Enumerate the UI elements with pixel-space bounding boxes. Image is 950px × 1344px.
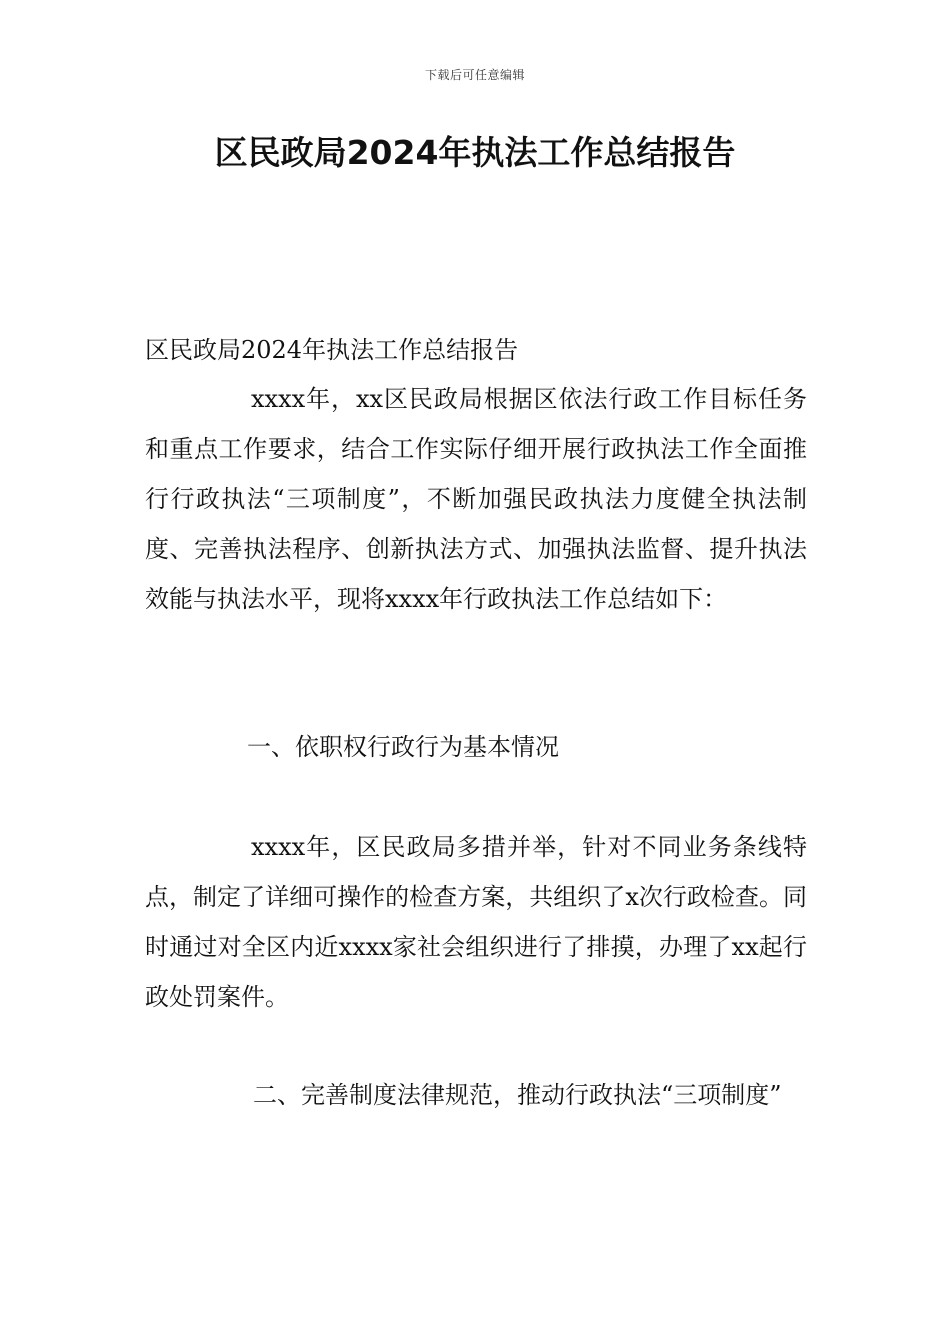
- document-title: 区民政局2024年执法工作总结报告: [214, 133, 736, 172]
- header-note: 下载后可任意编辑: [424, 68, 525, 82]
- section-1-heading: 一、依职权行政行为基本情况: [247, 733, 559, 761]
- intro-paragraph: xxxx年，xx区民政局根据区依法行政工作目标任务和重点工作要求，结合工作实际仔细开展行政执法工作全面推行行政执法“三项制度”，不断加强民政执法力度健全执法制度、完善执法程序、创新执法方式、加强执法监督、提升执法效能与执法水平，现将xxxx年行政执法工作总结如下：: [145, 385, 807, 613]
- section-2-heading: 二、完善制度法律规范，推动行政执法“三项制度”: [253, 1081, 782, 1109]
- section-1-paragraph: xxxx年，区民政局多措并举，针对不同业务条线特点，制定了详细可操作的检查方案，共组织了x次行政检查。同时通过对全区内近xxxx家社会组织进行了排摸，办理了xx起行政处罚案件。: [145, 833, 807, 1011]
- title-repeat-line: 区民政局2024年执法工作总结报告: [145, 336, 519, 364]
